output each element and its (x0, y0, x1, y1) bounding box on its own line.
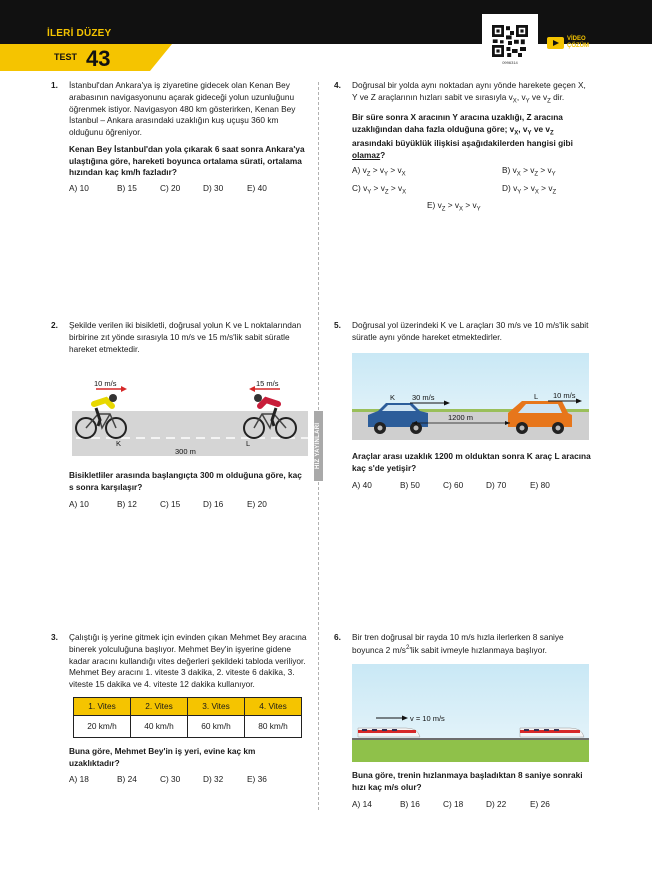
choice-b[interactable]: B) 50 (400, 479, 420, 490)
question-prompt: Kenan Bey İstanbul'dan yola çıkarak 6 saat sonra Ankara'ya ulaştığına göre, hareketi boyunca ortalama sürati, ortalama hızından kaç km/h fazladır? (69, 143, 305, 178)
distance-label: 1200 m (448, 413, 474, 422)
question-5-prompt-block (334, 451, 592, 491)
choice-e[interactable]: E) 20 (247, 498, 267, 509)
choice-c[interactable]: C) $v_Y > v_Z > v_X$ (352, 182, 407, 196)
question-4 (334, 80, 592, 214)
question-number: 4. (334, 80, 341, 90)
speed-l-label: 15 m/s (256, 379, 279, 388)
question-6-prompt-block (334, 770, 592, 810)
question-prompt: Buna göre, Mehmet Bey'in iş yeri, evine kaç km uzaklıktadır? (69, 745, 256, 768)
question-text: Doğrusal bir yolda aynı noktadan aynı yönde harekete geçen X, Y ve Z araçlarının hızları sabit ve sırasıyla $v_X$, $v_Y$ ve $v_Z$ dir. (352, 80, 586, 105)
choice-c[interactable]: C) 30 (160, 774, 181, 785)
answer-choices (352, 165, 592, 196)
question-number: 5. (334, 320, 341, 330)
choice-d[interactable]: D) $v_Y > v_X > v_Z$ (502, 182, 557, 196)
question-prompt: Bisikletliler arasında başlangıçta 300 m olduğuna göre, kaç s sonra karşılaşır? (69, 470, 302, 492)
choice-a[interactable]: A) 10 (69, 498, 89, 509)
choice-e[interactable]: E) 40 (247, 183, 267, 194)
question-6 (334, 632, 592, 658)
test-number: 43 (86, 46, 111, 71)
qr-code-number: 0996314 (502, 60, 518, 65)
table-header: 3. Vites (188, 697, 245, 715)
speed-l-label: 10 m/s (553, 391, 576, 400)
choice-b[interactable]: B) 15 (117, 183, 137, 194)
grass (352, 739, 589, 762)
choice-b[interactable]: B) 16 (400, 798, 420, 809)
choice-c[interactable]: C) 15 (160, 498, 181, 509)
choice-d[interactable]: D) 22 (486, 798, 507, 809)
choice-a[interactable]: A) 40 (352, 479, 372, 490)
question-text: Doğrusal yol üzerindeki K ve L araçları 30 m/s ve 10 m/s'lik sabit süratle aynı yönde hareket etmektedirler. (352, 320, 589, 342)
question-prompt: Buna göre, trenin hızlanmaya başladıktan 8 saniye sonraki hızı kaç m/s olur? (352, 770, 583, 792)
choice-a[interactable]: A) 14 (352, 798, 372, 809)
cyclists-figure (72, 376, 308, 458)
choice-e[interactable]: E) 36 (247, 774, 267, 785)
question-text: Şekilde verilen iki bisikletli, doğrusal yolun K ve L noktalarından birbirine zıt yönde sırasıyla 10 m/s ve 15 m/s'lik sabit süratle hareket etmektedir. (69, 320, 302, 354)
choice-e[interactable]: E) 80 (530, 479, 550, 490)
point-l-label: L (246, 439, 251, 448)
choice-d[interactable]: D) 16 (203, 498, 224, 509)
question-number: 2. (51, 320, 58, 330)
answer-choices (352, 480, 592, 492)
table-cell: 20 km/h (74, 715, 131, 737)
table-cell: 40 km/h (131, 715, 188, 737)
question-number: 3. (51, 632, 58, 642)
distance-label: 300 m (175, 447, 196, 456)
gear-speed-table (73, 697, 302, 738)
question-number: 6. (334, 632, 341, 642)
question-prompt: Bir süre sonra X aracının Y aracına uzaklığı, Z aracına uzaklığından daha fazla olduğuna göre; $v_X$, $v_Y$ ve $v_Z$ arasındaki büyüklük ilişkisi aşağıdakilerden hangisi gibi olamaz? (352, 111, 573, 160)
car-k-label: K (390, 393, 396, 402)
rail (352, 738, 589, 740)
choice-e[interactable]: E) $v_Z > v_X > v_Y$ (427, 199, 481, 213)
table-cell: 60 km/h (188, 715, 245, 737)
topic-title: KUVVET-HAREKET (283, 44, 357, 53)
question-5 (334, 320, 592, 346)
answer-choices (352, 799, 592, 811)
table-header: 4. Vites (245, 697, 302, 715)
choice-a[interactable]: A) $v_Z > v_Y > v_X$ (352, 165, 406, 179)
train-end-icon (520, 728, 584, 737)
choice-c[interactable]: C) 60 (443, 479, 464, 490)
question-text: Çalıştığı iş yerine gitmek için evinden çıkan Mehmet Bey aracına binerek yolculuğuna başlıyor. Mehmet Bey'in işyerine gidene kadar aracını kullandığı vites değerleri şekildeki tabloda veriliyor. Mehmet Bey aracını 1. viteste 3 dakika, 2. viteste 6 dakika, 3. viteste 15 dakika ve 4. viteste 12 dakika kullanıyor. (69, 632, 307, 690)
choice-a[interactable]: A) 18 (69, 774, 89, 785)
speed-k-label: 10 m/s (94, 379, 117, 388)
level-label: İLERİ DÜZEY (47, 28, 112, 39)
question-text: İstanbul'dan Ankara'ya iş ziyaretine gidecek olan Kenan Bey arabasının navigasyonunu açarak gideceği yolun uzunluğunu öğrenmek istiyor. Navigasyon 480 km gösterirken, Kenan Bey İstanbul – Ankara arasındaki uzaklığın kuş uçuşu 360 km olduğunu öğreniyor. (69, 80, 296, 138)
choice-d[interactable]: D) 32 (203, 774, 224, 785)
arrow-head-l (249, 386, 255, 392)
arrow-head-k (121, 386, 127, 392)
table-cell: 80 km/h (245, 715, 302, 737)
choice-c[interactable]: C) 18 (443, 798, 464, 809)
speed-k-label: 30 m/s (412, 393, 435, 402)
qr-code-icon[interactable] (492, 25, 528, 57)
table-header: 1. Vites (74, 697, 131, 715)
answer-choices (69, 774, 307, 786)
train-start-icon (358, 728, 420, 737)
question-2 (51, 320, 307, 357)
video-label-1[interactable]: VİDEO (567, 36, 586, 42)
speed-label: v = 10 m/s (410, 714, 445, 723)
choice-d[interactable]: D) 30 (203, 183, 224, 194)
point-k-label: K (116, 439, 122, 448)
question-3 (51, 632, 307, 786)
video-play-icon[interactable] (547, 37, 564, 49)
car-l-label: L (534, 392, 539, 401)
choice-e[interactable]: E) 26 (530, 798, 550, 809)
question-1 (51, 80, 307, 195)
choice-b[interactable]: B) 24 (117, 774, 137, 785)
answer-choices (69, 183, 307, 195)
train-figure (352, 664, 589, 762)
subtopic-title: Hareket ve Hareket Türleri (269, 58, 371, 68)
cars-figure (352, 353, 589, 440)
publisher-side-label: HIZ YAYINLARI (314, 411, 323, 481)
question-prompt: Araçlar arası uzaklık 1200 m olduktan sonra K araç L aracına kaç s'de yetişir? (352, 451, 591, 473)
video-label-2[interactable]: ÇÖZÜM (567, 43, 589, 49)
choice-b[interactable]: B) 12 (117, 498, 137, 509)
table-header: 2. Vites (131, 697, 188, 715)
choice-a[interactable]: A) 10 (69, 183, 89, 194)
answer-choices (69, 499, 307, 511)
question-number: 1. (51, 80, 58, 90)
question-text: Bir tren doğrusal bir rayda 10 m/s hızla ilerlerken 8 saniye boyunca 2 $m/s^2'lik$ sabit ivmeyle hızlanmaya başlıyor. (352, 632, 564, 655)
choice-b[interactable]: B) $v_X > v_Z > v_Y$ (502, 165, 556, 179)
question-2-prompt-block (51, 470, 307, 510)
test-label: TEST (54, 52, 78, 62)
choice-d[interactable]: D) 70 (486, 479, 507, 490)
test-banner-tip (150, 44, 172, 71)
choice-c[interactable]: C) 20 (160, 183, 181, 194)
